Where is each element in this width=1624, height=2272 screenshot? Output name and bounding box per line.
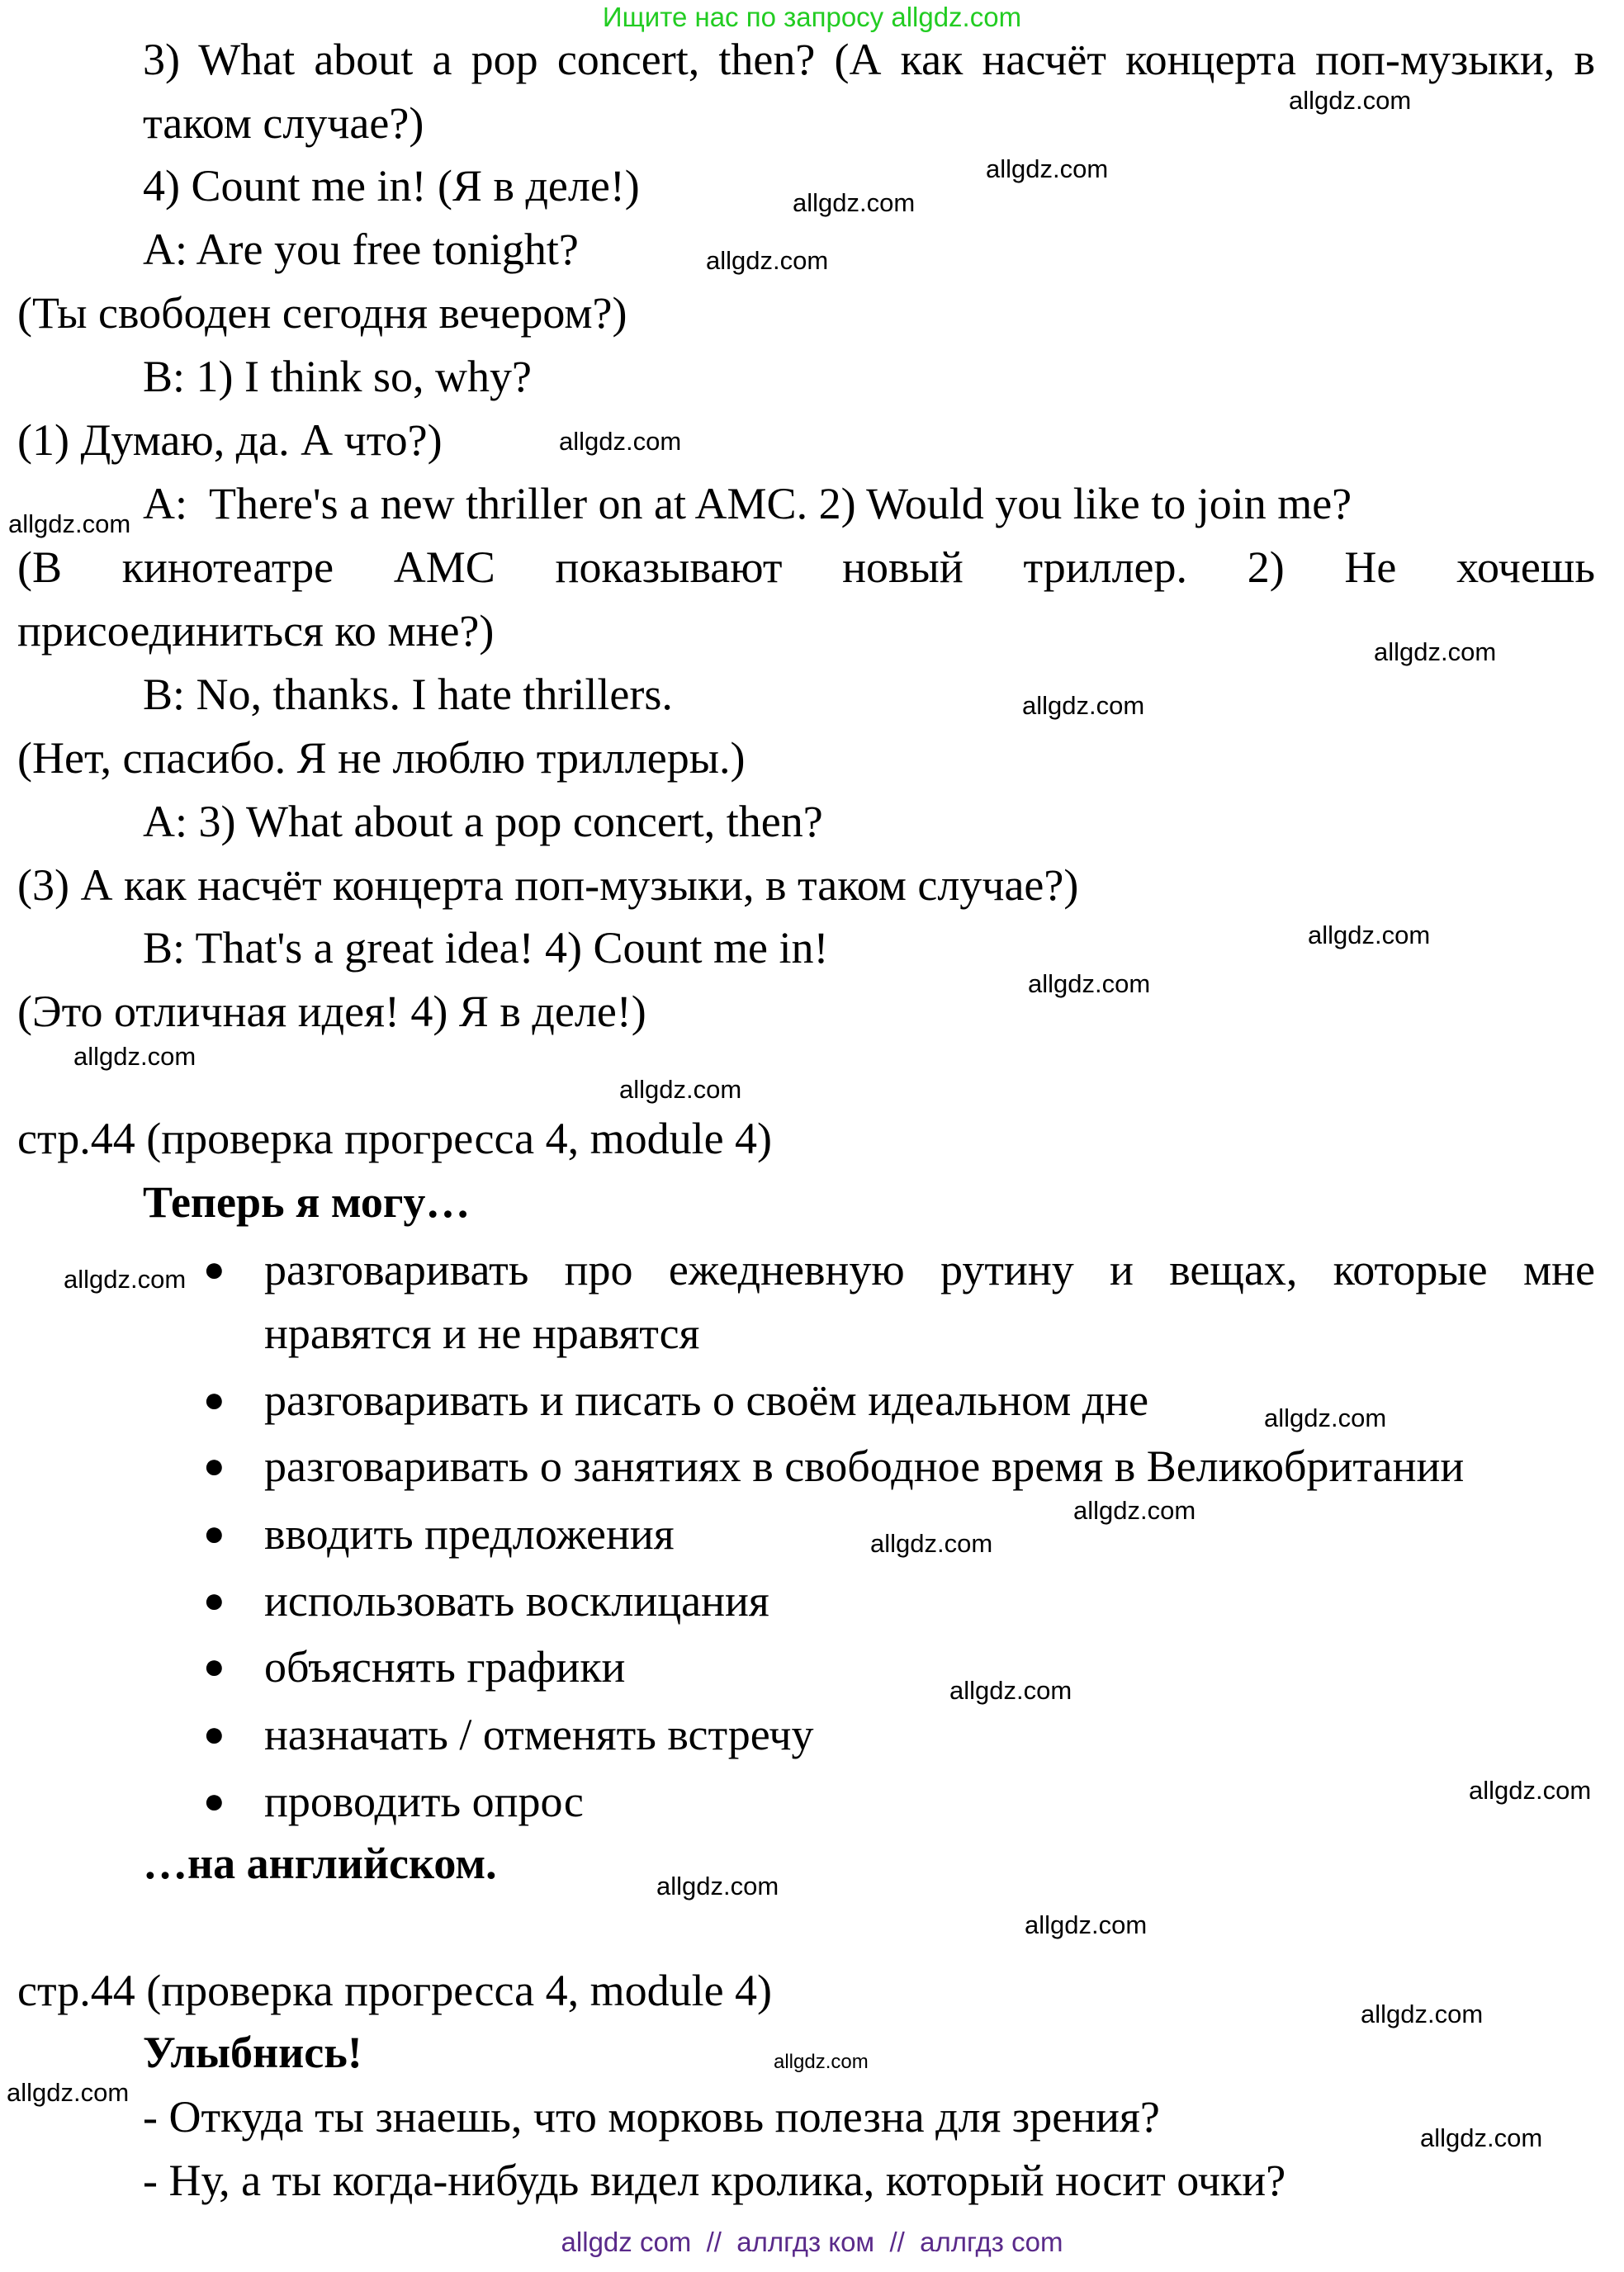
watermark: allgdz.com	[1420, 2123, 1543, 2152]
bullet-item: объяснять графики	[264, 1642, 626, 1692]
dialogue-line: A: There's a new thriller on at AMC. 2) Would you like to join me?	[143, 479, 1352, 528]
watermark: allgdz.com	[1073, 1496, 1196, 1525]
watermark: allgdz.com	[73, 1042, 196, 1071]
dialogue-line: 4) Count me in! (Я в деле!)	[143, 161, 640, 211]
bullet-item: разговаривать и писать о своём идеальном дне	[264, 1375, 1149, 1425]
bullet-icon: ●	[203, 1714, 225, 1754]
watermark: allgdz.com	[7, 2078, 130, 2107]
watermark: allgdz.com	[1025, 1910, 1148, 1939]
translation-line: (Ты свободен сегодня вечером?)	[17, 288, 627, 338]
section-subheading: Улыбнись!	[143, 2028, 362, 2077]
watermark: allgdz.com	[793, 188, 916, 217]
translation-line: (Нет, спасибо. Я не люблю триллеры.)	[17, 733, 746, 783]
bullet-item: проводить опрос	[264, 1777, 584, 1826]
bullet-icon: ●	[203, 1446, 225, 1486]
watermark: allgdz.com	[774, 2051, 869, 2073]
watermark: allgdz.com	[1028, 969, 1151, 998]
translation-line: присоединиться ко мне?)	[17, 606, 495, 656]
section-subheading: Теперь я могу…	[143, 1177, 471, 1227]
section-heading: стр.44 (проверка прогресса 4, module 4)	[17, 1966, 773, 2015]
bullet-icon: ●	[203, 1249, 225, 1290]
translation-line: (В кинотеатре AMC показывают новый триллер. 2) Не хочешь	[17, 542, 1595, 592]
watermark: allgdz.com	[619, 1075, 742, 1104]
bullet-item: разговаривать про ежедневную рутину и вещах, которые мне	[264, 1245, 1595, 1295]
header-banner: Ищите нас по запросу allgdz.com	[602, 2, 1022, 32]
watermark: allgdz.com	[706, 246, 829, 275]
dialogue-line: B: That's a great idea! 4) Count me in!	[143, 923, 829, 973]
bullet-icon: ●	[203, 1646, 225, 1687]
bullet-icon: ●	[203, 1781, 225, 1821]
translation-line: (3) А как насчёт концерта поп-музыки, в таком случае?)	[17, 860, 1079, 910]
dialogue-line: B: No, thanks. I hate thrillers.	[143, 670, 673, 719]
watermark: allgdz.com	[1289, 86, 1412, 115]
joke-line: - Ну, а ты когда-нибудь видел кролика, который носит очки?	[143, 2156, 1286, 2205]
translation-line: (Это отличная идея! 4) Я в деле!)	[17, 987, 646, 1036]
dialogue-line: таком случае?)	[143, 98, 424, 148]
dialogue-line: A: Are you free tonight?	[143, 225, 579, 274]
bullet-item: вводить предложения	[264, 1509, 675, 1559]
watermark: allgdz.com	[1264, 1403, 1387, 1432]
bullet-icon: ●	[203, 1513, 225, 1554]
watermark: allgdz.com	[656, 1872, 779, 1900]
watermark: allgdz.com	[1361, 2000, 1484, 2028]
watermark: allgdz.com	[1374, 637, 1497, 666]
footer-banner: allgdz com // аллгдз ком // аллгдз com	[561, 2227, 1063, 2257]
dialogue-line: B: 1) I think so, why?	[143, 352, 532, 401]
bullet-item: использовать восклицания	[264, 1576, 769, 1626]
bullet-item-continued: нравятся и не нравятся	[264, 1309, 700, 1358]
watermark: allgdz.com	[64, 1265, 187, 1294]
bullet-item: разговаривать о занятиях в свободное время в Великобритании	[264, 1441, 1465, 1491]
watermark: allgdz.com	[1469, 1776, 1592, 1805]
bullet-item: назначать / отменять встречу	[264, 1710, 814, 1759]
dialogue-line: 3) What about a pop concert, then? (А как насчёт концерта поп-музыки, в	[143, 35, 1595, 84]
bullet-icon: ●	[203, 1380, 225, 1420]
watermark: allgdz.com	[1022, 691, 1145, 720]
watermark: allgdz.com	[8, 509, 131, 538]
section-heading: стр.44 (проверка прогресса 4, module 4)	[17, 1114, 773, 1163]
section-closing: …на английском.	[143, 1839, 497, 1888]
watermark: allgdz.com	[949, 1676, 1072, 1705]
watermark: allgdz.com	[559, 427, 682, 456]
dialogue-line: A: 3) What about a pop concert, then?	[143, 797, 823, 846]
watermark: allgdz.com	[870, 1529, 993, 1558]
watermark: allgdz.com	[986, 154, 1109, 183]
joke-line: - Откуда ты знаешь, что морковь полезна для зрения?	[143, 2092, 1160, 2142]
watermark: allgdz.com	[1308, 921, 1431, 949]
translation-line: (1) Думаю, да. А что?)	[17, 415, 443, 465]
bullet-icon: ●	[203, 1580, 225, 1621]
